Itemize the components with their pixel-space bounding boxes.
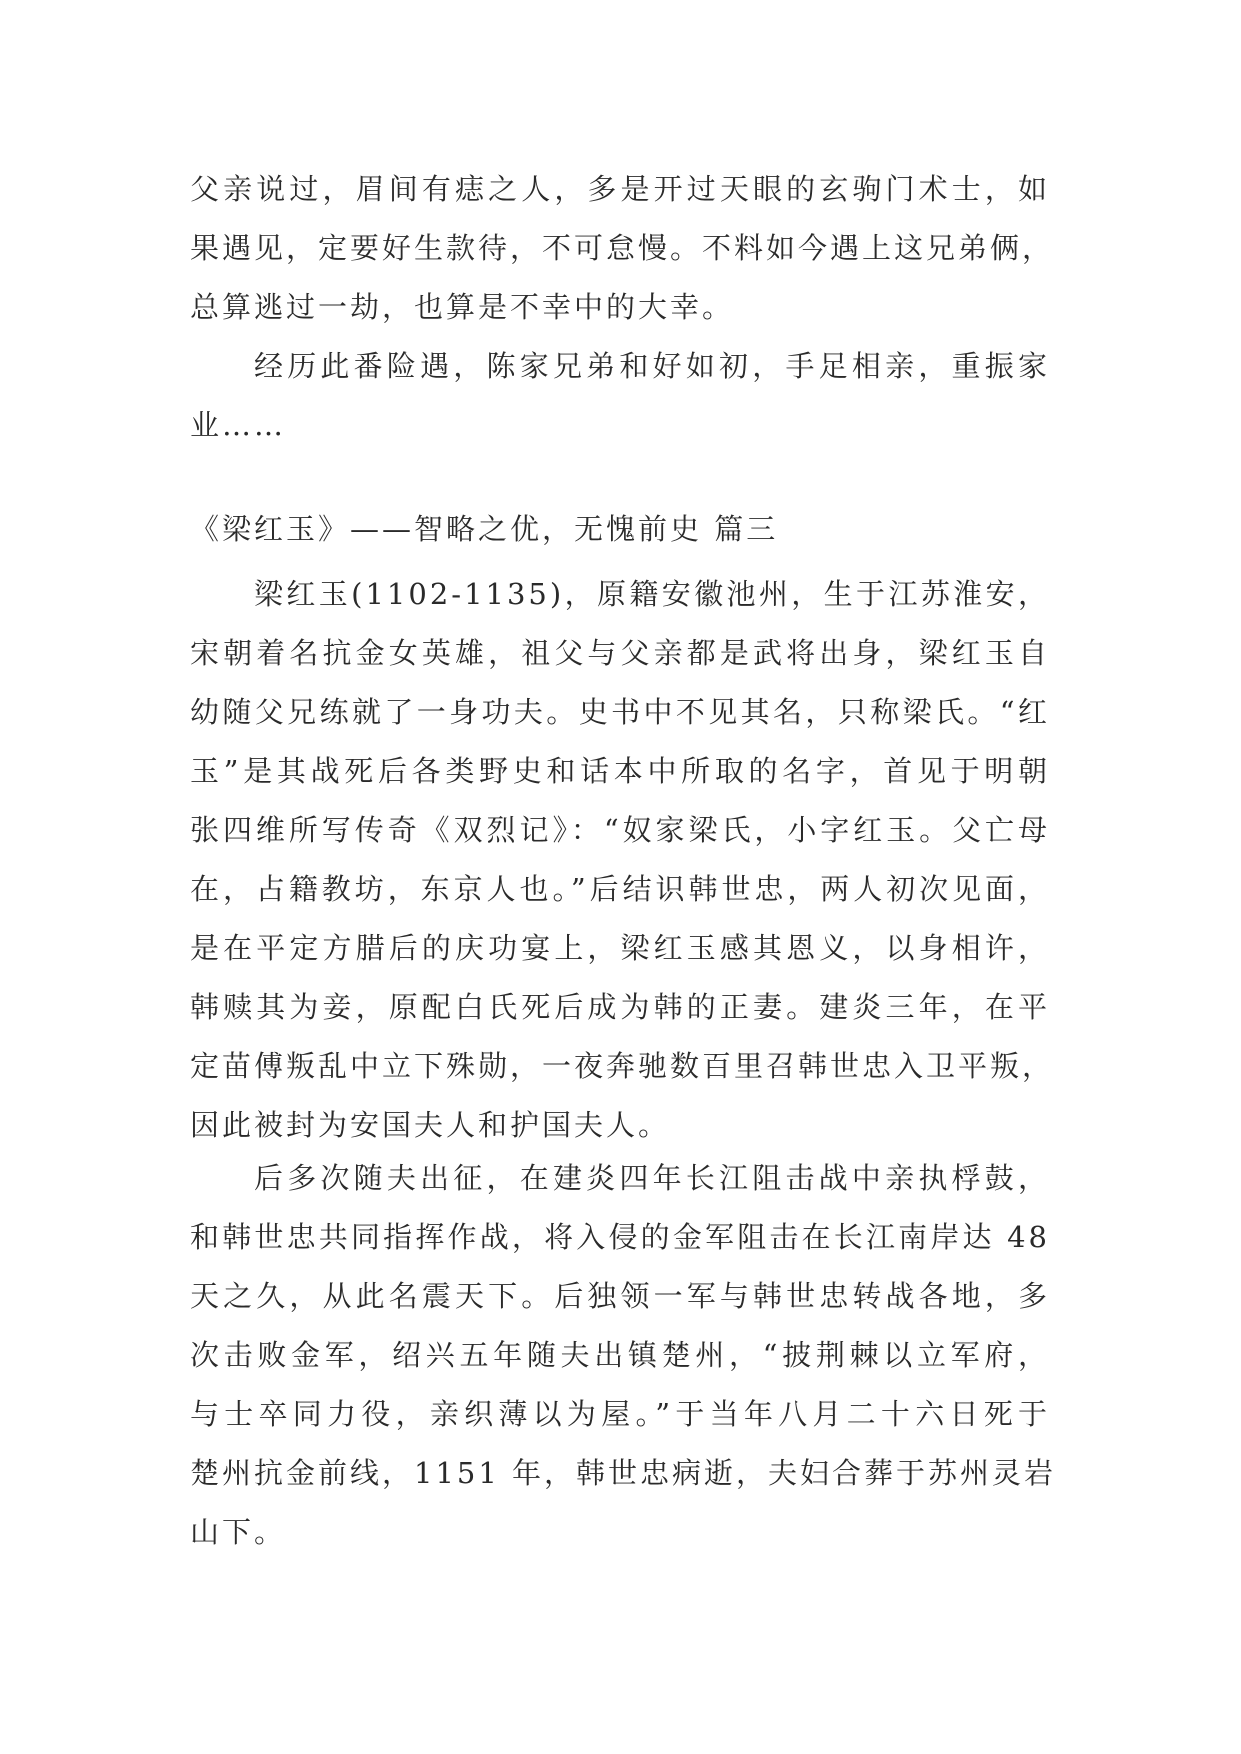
text-line: 次击败金军，绍兴五年随夫出镇楚州，“披荆棘以立军府， xyxy=(190,1338,1050,1372)
text-line: 定苗傅叛乱中立下殊勋，一夜奔驰数百里召韩世忠入卫平叛， xyxy=(190,1049,1055,1083)
text-line: 总算逃过一劫，也算是不幸中的大幸。 xyxy=(190,290,735,324)
text-line: 和韩世忠共同指挥作战，将入侵的金军阻击在长江南岸达 48 xyxy=(190,1220,1050,1254)
text-line: 经历此番险遇，陈家兄弟和好如初，手足相亲，重振家 xyxy=(254,349,1050,383)
text-line: 后多次随夫出征，在建炎四年长江阻击战中亲执桴鼓， xyxy=(254,1161,1050,1195)
text-line: 果遇见，定要好生款待，不可怠慢。不料如今遇上这兄弟俩， xyxy=(190,231,1055,265)
paragraph-biography xyxy=(190,565,1055,1155)
paragraph-campaigns xyxy=(190,1149,1057,1562)
text-line: 楚州抗金前线，1151 年，韩世忠病逝，夫妇合葬于苏州灵岩 xyxy=(190,1456,1057,1490)
text-line: 是在平定方腊后的庆功宴上，梁红玉感其恩义，以身相许， xyxy=(190,931,1050,965)
text-line: 业…… xyxy=(190,408,287,442)
text-line: 山下。 xyxy=(190,1515,287,1549)
text-line: 与士卒同力役，亲织薄以为屋。”于当年八月二十六日死于 xyxy=(190,1397,1050,1431)
text-line: 玉”是其战死后各类野史和话本中所取的名字，首见于明朝 xyxy=(190,754,1050,788)
text-line: 父亲说过，眉间有痣之人，多是开过天眼的玄驹门术士，如 xyxy=(190,172,1050,206)
section-heading-block xyxy=(190,500,1050,559)
text-line: 韩赎其为妾，原配白氏死后成为韩的正妻。建炎三年，在平 xyxy=(190,990,1050,1024)
text-line: 因此被封为安国夫人和护国夫人。 xyxy=(190,1108,671,1142)
text-line: 张四维所写传奇《双烈记》：“奴家梁氏，小字红玉。父亡母 xyxy=(190,813,1050,847)
text-line: 天之久，从此名震天下。后独领一军与韩世忠转战各地，多 xyxy=(190,1279,1050,1313)
text-line: 在，占籍教坊，东京人也。”后结识韩世忠，两人初次见面， xyxy=(190,872,1050,906)
section-title: 《梁红玉》——智略之优，无愧前史 篇三 xyxy=(190,512,779,546)
text-line: 宋朝着名抗金女英雄，祖父与父亲都是武将出身，梁红玉自 xyxy=(190,636,1050,670)
continuation-paragraph xyxy=(190,160,1055,455)
text-line: 梁红玉(1102-1135)，原籍安徽池州，生于江苏淮安， xyxy=(254,577,1050,611)
text-line: 幼随父兄练就了一身功夫。史书中不见其名，只称梁氏。“红 xyxy=(190,695,1050,729)
